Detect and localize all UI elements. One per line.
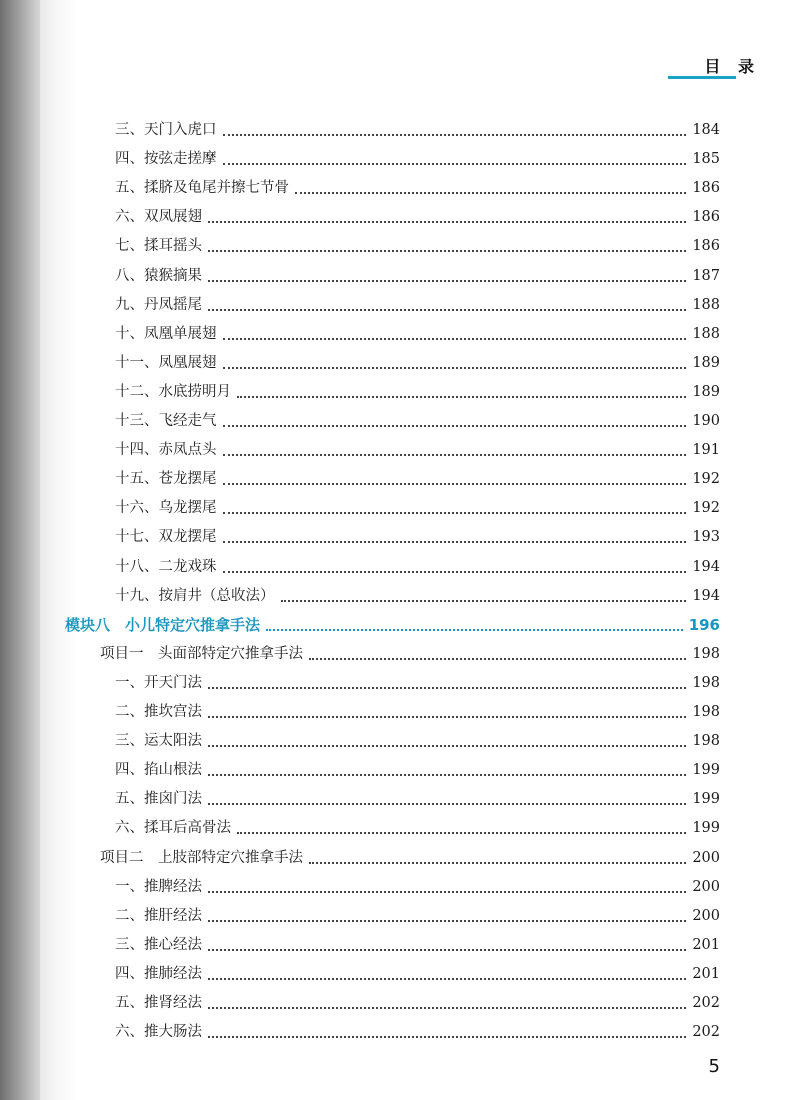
dot-leader [208,716,686,718]
toc-entry-page: 200 [692,907,720,924]
toc-entry-page: 201 [692,965,720,982]
toc-entry[interactable] [115,320,720,344]
toc-entry[interactable] [115,349,720,373]
toc-entry[interactable] [115,465,720,489]
toc-entry-page: 185 [692,151,720,168]
toc-entry[interactable] [115,378,720,402]
toc-entry-page: 200 [692,849,720,866]
toc-entry-page: 188 [692,325,720,342]
toc-entry-title: 模块八 小儿特定穴推拿手法 [65,615,261,634]
dot-leader [281,600,687,602]
toc-project-heading[interactable] [100,640,720,664]
toc-entry-title: 四、按弦走搓摩 [115,151,217,168]
toc-entry-page: 189 [692,383,720,400]
dot-leader [223,425,687,427]
toc-entry-page: 194 [692,587,720,604]
toc-entry-page: 186 [692,209,720,226]
toc-entry-title: 四、掐山根法 [115,762,202,779]
dot-leader [223,163,687,165]
toc-entry-page: 191 [692,442,720,459]
header-underline [668,76,736,79]
toc-entry-title: 十八、二龙戏珠 [115,558,217,575]
toc-entry-page: 199 [692,820,720,837]
toc-entry-title: 二、推肝经法 [115,907,202,924]
page-number: 5 [708,1056,720,1077]
dot-leader [208,1036,686,1038]
toc-entry-title: 八、猿猴摘果 [115,267,202,284]
toc-entry[interactable] [115,291,720,315]
dot-leader [223,454,687,456]
dot-leader [223,571,687,573]
toc-entry-page: 202 [692,995,720,1011]
toc-entry[interactable] [115,582,720,606]
toc-entry-page: 186 [692,180,720,197]
toc-entry-title: 一、开天门法 [115,674,202,691]
toc-entry[interactable] [115,727,720,751]
toc-entry-title: 十二、水底捞明月 [115,383,231,400]
toc-entry-title: 六、推大肠法 [115,1024,202,1041]
dot-leader [208,309,686,311]
toc-entry[interactable] [115,523,720,547]
dot-leader [208,280,686,282]
toc-entry[interactable] [115,145,720,169]
toc-entry[interactable] [115,785,720,809]
toc-entry-title: 七、揉耳摇头 [115,238,202,255]
toc-module-heading[interactable] [65,611,720,635]
toc-entry[interactable] [115,814,720,838]
toc-entry-title: 六、揉耳后高骨法 [115,820,231,837]
toc-entry-page: 200 [692,878,720,895]
toc-entry-page: 198 [692,733,720,750]
toc-entry[interactable] [115,116,720,140]
toc-entry-page: 196 [688,615,720,634]
dot-leader [208,745,686,747]
toc-entry[interactable] [115,232,720,256]
toc-entry[interactable] [115,494,720,518]
toc-entry-title: 十、凤凰单展翅 [115,325,217,342]
toc-entry[interactable] [115,262,720,286]
toc-entry-page: 189 [692,354,720,371]
toc-entry-page: 186 [692,238,720,255]
toc-entry-title: 五、推囟门法 [115,791,202,808]
toc-entry-page: 199 [692,762,720,779]
toc-entry[interactable] [115,1018,720,1042]
toc-entry-title: 十五、苍龙摆尾 [115,471,217,488]
toc-entry-page: 198 [692,674,720,691]
dot-leader [208,250,686,252]
dot-leader [223,367,687,369]
toc-entry[interactable] [115,756,720,780]
toc-entry[interactable] [115,902,720,926]
toc-entry-page: 184 [692,122,720,138]
toc-entry-title: 三、天门入虎口 [115,122,217,138]
toc-entry[interactable] [115,698,720,722]
dot-leader [208,687,686,689]
dot-leader [309,658,686,660]
toc-entry-page: 198 [692,704,720,720]
dot-leader [309,862,686,864]
toc-project-heading[interactable] [100,844,720,868]
toc-entry[interactable] [115,960,720,984]
toc-entry[interactable] [115,989,720,1013]
dot-leader [208,774,686,776]
toc-entry-title: 三、运太阳法 [115,733,202,750]
toc-entry-page: 193 [692,529,720,546]
toc-entry-title: 项目一 头面部特定穴推拿手法 [100,645,303,662]
toc-entry-title: 六、双凤展翅 [115,209,202,226]
toc-entry-page: 187 [692,267,720,284]
dot-leader [208,1007,686,1009]
toc-entry-title: 五、推肾经法 [115,995,202,1011]
toc-entry-page: 199 [692,791,720,808]
toc-entry-title: 九、丹凤摇尾 [115,296,202,313]
toc-entry-title: 十四、赤凤点头 [115,442,217,459]
toc-entry-title: 项目二 上肢部特定穴推拿手法 [100,849,303,866]
dot-leader [223,512,687,514]
toc-entry-page: 194 [692,558,720,575]
dot-leader [208,221,686,223]
toc-entry-title: 十三、飞经走气 [115,413,217,429]
toc-entry-title: 二、推坎宫法 [115,704,202,720]
running-header: 目 录 [704,57,760,76]
toc-entry-page: 202 [692,1024,720,1041]
dot-leader [208,949,686,951]
toc-entry-title: 十六、乌龙摆尾 [115,500,217,517]
toc-entry-title: 三、推心经法 [115,936,202,953]
toc-entry[interactable] [115,407,720,431]
toc-entry-page: 192 [692,500,720,517]
dot-leader [223,134,687,136]
toc-entry-title: 十七、双龙摆尾 [115,529,217,546]
toc-entry-page: 198 [692,645,720,662]
toc-entry-title: 四、推肺经法 [115,965,202,982]
toc-entry-title: 十九、按肩井（总收法） [115,587,275,604]
dot-leader [295,192,686,194]
dot-leader [266,629,683,631]
toc-entry[interactable] [115,931,720,955]
dot-leader [237,396,686,398]
dot-leader [208,920,686,922]
dot-leader [208,978,686,980]
dot-leader [223,541,687,543]
toc-entry[interactable] [115,436,720,460]
toc-entry[interactable] [115,873,720,897]
toc-entry[interactable] [115,553,720,577]
dot-leader [237,832,686,834]
toc-entry-page: 188 [692,296,720,313]
dot-leader [223,338,687,340]
toc-entry-title: 五、揉脐及龟尾并擦七节骨 [115,180,289,197]
toc-entry-page: 190 [692,413,720,429]
toc-entry[interactable] [115,203,720,227]
toc-entry[interactable] [115,669,720,693]
dot-leader [223,483,687,485]
toc-entry-page: 192 [692,471,720,488]
toc-entry[interactable] [115,174,720,198]
toc-entry-title: 一、推脾经法 [115,878,202,895]
dot-leader [208,803,686,805]
dot-leader [208,891,686,893]
toc-entry-page: 201 [692,936,720,953]
toc-entry-title: 十一、凤凰展翅 [115,354,217,371]
